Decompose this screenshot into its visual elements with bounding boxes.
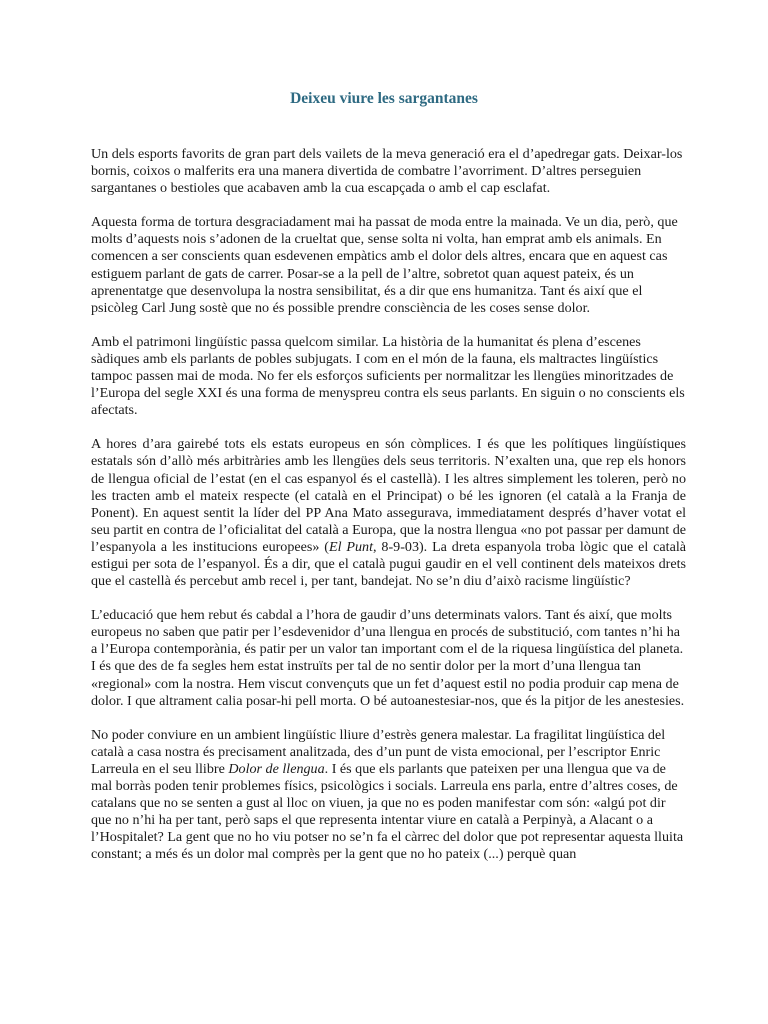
paragraph-6: [91, 727, 686, 864]
document-body: [91, 146, 686, 880]
document-title: Deixeu viure les sargantanes: [290, 90, 478, 107]
paragraph-1: Un dels esports favorits de gran part dels vailets de la meva generació era el d’apedregar gats. Deixar-los bornis, coixos o malferits era una manera divertida de combatre l’avorriment. D’altres perseguien sargantanes o bestioles que acabaven amb la cua escapçada o amb el cap esclafat.: [91, 146, 683, 197]
paragraph-5: L’educació que hem rebut és cabdal a l’hora de gaudir d’uns determinats valors. Tant és així, que molts europeus no saben que patir per l’esdevenidor d’una llengua en procés de substitució, com tantes n’hi ha a l’Europa contemporània, és patir per un valor tan important com el de la riquesa lingüística del planeta. I és que des de fa segles hem estat instruïts per tal de no sentir dolor per la mort d’una llengua tan «regional» com la nostra. Hem viscut convençuts que un fet d’aquest estil no podia produir cap mena de dolor. I que altrament calia posar-hi pell morta. O bé autoanestesiar-nos, que és la pitjor de les anestesies.: [91, 607, 685, 709]
paragraph-2: Aquesta forma de tortura desgraciadament mai ha passat de moda entre la mainada. Ve un dia, però, que molts d’aquests nois s’adonen de la crueltat que, sense solta ni volta, han emprat amb els animals. En comencen a ser conscients quan esdevenen empàtics amb el dolor dels altres, encara que en aquest cas estiguem parlant de gats de carrer. Posar-se a la pell de l’altre, sobretot quan aquest pateix, és un aprenentatge que desenvolupa la nostra sensibilitat, és a dir que ens humanitza. Tant és així que el psicòleg Carl Jung sostè que no és possible prendre consciència de les coses sense dolor.: [91, 214, 678, 316]
paragraph-6-text-b: . I és que els parlants que pateixen per una llengua que va de mal borràs poden tenir problemes físics, psicològics i socials. Larreula ens parla, entre d’altres coses, de catalans que no se senten a gust al lloc on viuen, ja que no es poden manifestar com són: «algú pot dir que no n’hi ha per tant, però saps el que representa intentar viure en català a Perpinyà, a Alacant o a l’Hospitalet? La gent que no ho viu potser no se’n fa el càrrec del dolor que pot representar aquesta lluita constant; a més és un dolor mal comprès per la gent que no ho pateix (...) perquè quan: [91, 760, 684, 863]
paragraph-4: [91, 436, 686, 590]
paragraph-4-text-b: , 8-9-03). La dreta espanyola troba lògic que el català estigui per sota de l’espanyol. És a dir, que el català pugui gaudir en el vell continent dels mateixos drets que el castellà és percebut amb recel i, per tant, bandejat. No se’n diu d’això racisme lingüístic?: [91, 538, 687, 590]
paragraph-4-text-a: A hores d’ara gairebé tots els estats europeus en són còmplices. I és que les polítiques lingüístiques estatals són d’allò més arbitràries amb les llengües dels seus territoris. N’exalten una, que rep els honors de llengua oficial de l’estat (en el cas espanyol és el castellà). I les altres simplement les toleren, però no les tracten amb el mateix respecte (el català en el Principat) o bé les ignoren (el català a la Franja de Ponent). En aquest sentit la líder del PP Ana Mato assegurava, immediatament després d’haver votat el seu partit en contra de l’oficialitat del català a Europa, que la nostra llengua «no pot passar per damunt de l’espanyola a les institucions europees» (: [91, 436, 686, 555]
book-title: Dolor de llengua: [228, 760, 325, 777]
paragraph-3: Amb el patrimoni lingüístic passa quelcom similar. La història de la humanitat és plena d’escenes sàdiques amb els parlants de pobles subjugats. I com en el món de la fauna, els maltractes lingüístics tampoc passen mai de moda. No fer els esforços suficients per normalitzar les llengües minoritzades de l’Europa del segle XXI és una forma de menyspreu contra els seus parlants. En siguin o no conscients els afectats.: [91, 333, 685, 419]
source-citation: El Punt: [329, 538, 374, 555]
paragraph-6-text-a: No poder conviure en un ambient lingüístic lliure d’estrès genera malestar. La fragilitat lingüística del català a casa nostra és precisament analitzada, des d’un punt de vista emocional, per l’escriptor Enric Larreula en el seu llibre: [91, 726, 666, 777]
